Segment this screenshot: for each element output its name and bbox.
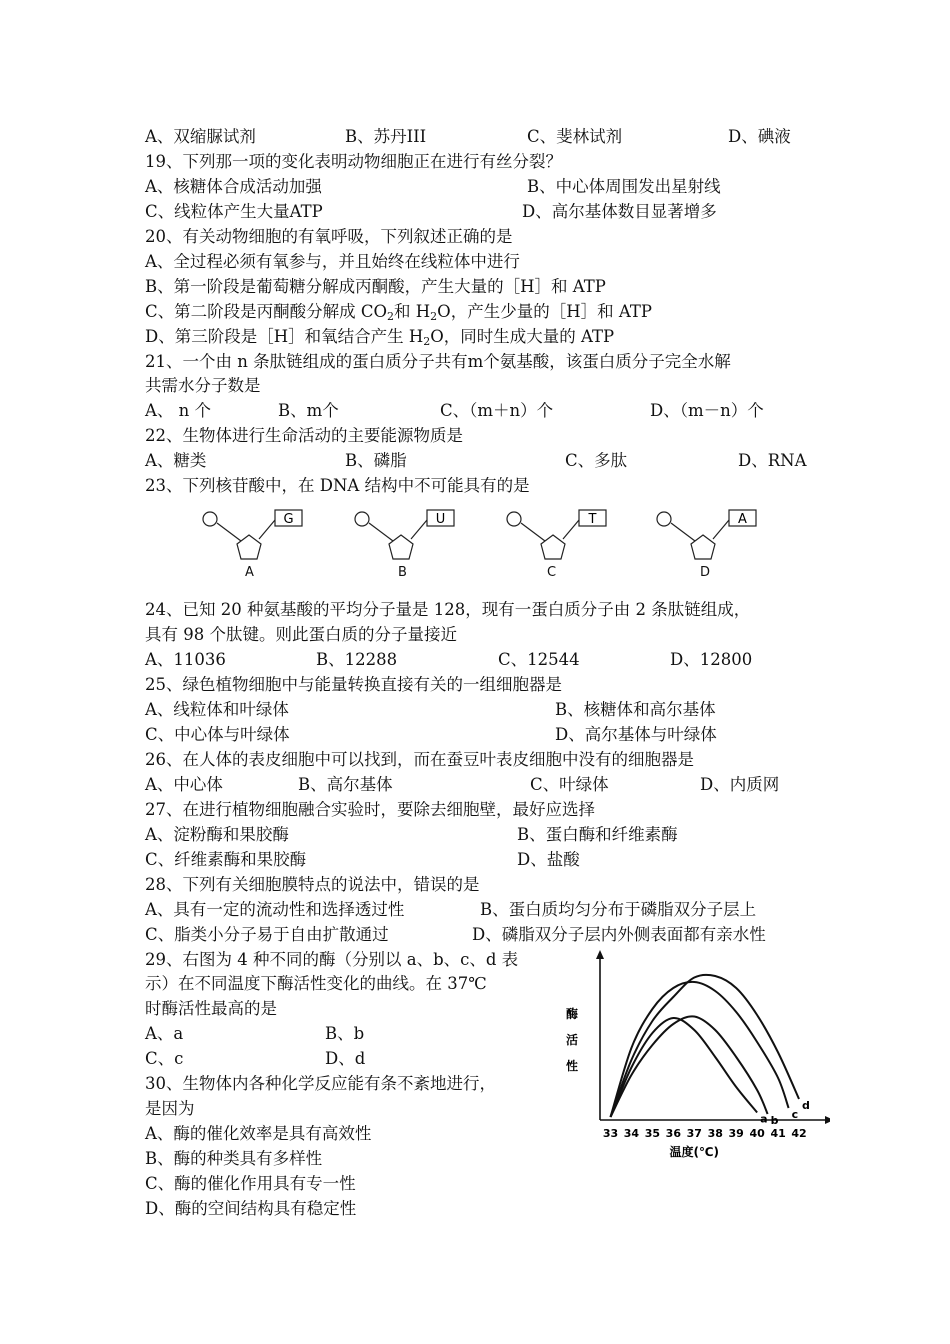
x-tick-label: 36	[665, 1127, 681, 1140]
y-axis-label-char: 性	[565, 1059, 579, 1073]
q29-stem-line1: 29、右图为 4 种不同的酶（分别以 a、b、c、d 表	[145, 950, 519, 969]
q26-option-b: B、高尔基体	[298, 775, 393, 794]
x-tick-label: 37	[686, 1127, 702, 1140]
q27-option-b: B、蛋白酶和纤维素酶	[517, 825, 678, 844]
y-axis-label-char: 酶	[565, 1007, 579, 1021]
nucleotide-label-c: C	[547, 565, 557, 580]
q24-option-d: D、12800	[670, 650, 753, 669]
curve-label-c: c	[791, 1108, 799, 1121]
q19-option-d: D、高尔基体数目显著增多	[522, 202, 717, 221]
q23-stem: 23、下列核苷酸中，在 DNA 结构中不可能具有的是	[145, 476, 530, 495]
nucleotide-label-a: A	[245, 565, 254, 580]
x-tick-label: 39	[728, 1127, 744, 1140]
q27-option-c: C、纤维素酶和果胶酶	[145, 850, 307, 869]
q26-stem: 26、在人体的表皮细胞中可以找到，而在蚕豆叶表皮细胞中没有的细胞器是	[145, 750, 694, 769]
q24-option-a: A、11036	[145, 650, 226, 669]
q30-option-d: D、酶的空间结构具有稳定性	[145, 1199, 357, 1218]
q24-option-c: C、12544	[498, 650, 580, 669]
q29-stem-line3: 时酶活性最高的是	[145, 999, 277, 1018]
q28-option-b: B、蛋白质均匀分布于磷脂双分子层上	[480, 900, 757, 919]
x-tick-label: 41	[770, 1127, 786, 1140]
q21-stem-line1: 21、一个由 n 条肽链组成的蛋白质分子共有m个氨基酸，该蛋白质分子完全水解	[145, 352, 731, 371]
q21-option-a: A、 n 个	[145, 401, 212, 420]
q30-option-c: C、酶的催化作用具有专一性	[145, 1174, 356, 1193]
q20-stem: 20、有关动物细胞的有氧呼吸，下列叙述正确的是	[145, 227, 513, 246]
q21-option-c: C、（m＋n）个	[440, 401, 554, 420]
q27-option-d: D、盐酸	[517, 850, 580, 869]
q25-option-b: B、核糖体和高尔基体	[555, 700, 716, 719]
x-axis-label: 温度(℃)	[669, 1145, 720, 1159]
q30-stem-line1: 30、生物体内各种化学反应能有条不紊地进行，	[145, 1074, 496, 1093]
q24-option-b: B、12288	[316, 650, 398, 669]
q20-option-a: A、全过程必须有氧参与，并且始终在线粒体中进行	[145, 252, 520, 271]
curve-a	[611, 1018, 758, 1117]
q21-option-b: B、m个	[278, 401, 339, 420]
q22-option-b: B、磷脂	[345, 451, 407, 470]
x-axis-arrow	[825, 1116, 830, 1124]
q22-option-c: C、多肽	[565, 451, 628, 470]
q26-option-d: D、内质网	[700, 775, 780, 794]
nucleotide-label-b: B	[398, 565, 407, 580]
q20-option-d: D、第三阶段是［H］和氧结合产生 $H_2O$，同时生成大量的 ATP	[145, 327, 615, 348]
nucleotide-base-c: T	[588, 512, 597, 527]
nucleotide-base-a: G	[283, 512, 294, 527]
q19-stem: 19、下列那一项的变化表明动物细胞正在进行有丝分裂？	[145, 152, 562, 171]
q24-stem-line2: 具有 98 个肽键。则此蛋白质的分子量接近	[145, 625, 457, 644]
q30-stem-line2: 是因为	[145, 1099, 195, 1118]
q18-option-c: C、斐林试剂	[527, 127, 623, 146]
x-tick-label: 35	[644, 1127, 661, 1140]
q20-option-b: B、第一阶段是葡萄糖分解成丙酮酸，产生大量的［H］和 ATP	[145, 277, 606, 296]
q29-option-a: A、a	[145, 1024, 184, 1043]
q26-option-a: A、中心体	[145, 775, 223, 794]
curve-b	[611, 1016, 768, 1117]
q29-stem-line2: 示）在不同温度下酶活性变化的曲线。在 37℃	[145, 974, 487, 993]
y-axis-arrow	[596, 950, 604, 959]
q18-option-b: B、苏丹III	[345, 127, 427, 146]
q28-option-a: A、具有一定的流动性和选择透过性	[145, 900, 405, 919]
q26-option-c: C、叶绿体	[530, 775, 609, 794]
q22-option-a: A、糖类	[145, 451, 207, 470]
curve-label-a: a	[760, 1112, 768, 1126]
q27-option-a: A、淀粉酶和果胶酶	[145, 825, 289, 844]
q27-stem: 27、在进行植物细胞融合实验时，要除去细胞壁，最好应选择	[145, 800, 595, 819]
nucleotide-base-d: A	[738, 512, 747, 527]
q29-option-b: B、b	[325, 1024, 365, 1043]
q25-option-c: C、中心体与叶绿体	[145, 725, 290, 744]
x-tick-label: 42	[791, 1127, 807, 1140]
q19-option-c: C、线粒体产生大量ATP	[145, 202, 323, 221]
q19-option-a: A、核糖体合成活动加强	[145, 177, 322, 196]
q21-option-d: D、（m－n）个	[650, 401, 764, 420]
x-tick-label: 33	[602, 1127, 619, 1140]
q28-option-c: C、脂类小分子易于自由扩散通过	[145, 925, 389, 944]
q22-stem: 22、生物体进行生命活动的主要能源物质是	[145, 426, 463, 445]
q25-option-d: D、高尔基体与叶绿体	[555, 725, 717, 744]
x-tick-label: 40	[749, 1127, 765, 1140]
curve-label-d: d	[802, 1099, 810, 1112]
curve-d	[611, 975, 800, 1117]
q20-option-c: C、第二阶段是丙酮酸分解成 $CO_2$和 $H_2O$，产生少量的［H］和 ATP	[145, 302, 652, 323]
q29-option-c: C、c	[145, 1049, 184, 1068]
x-tick-label: 38	[707, 1127, 723, 1140]
q22-option-d: D、RNA	[738, 451, 807, 470]
q25-stem: 25、绿色植物细胞中与能量转换直接有关的一组细胞器是	[145, 675, 562, 694]
q18-option-a: A、双缩脲试剂	[145, 127, 256, 146]
x-tick-label: 34	[623, 1127, 640, 1140]
q30-option-b: B、酶的种类具有多样性	[145, 1149, 323, 1168]
q28-stem: 28、下列有关细胞膜特点的说法中，错误的是	[145, 875, 480, 894]
q29-option-d: D、d	[325, 1049, 366, 1068]
y-axis-label-char: 活	[565, 1033, 579, 1047]
q28-option-d: D、磷脂双分子层内外侧表面都有亲水性	[472, 925, 766, 944]
curve-label-b: b	[770, 1114, 779, 1127]
q24-stem-line1: 24、已知 20 种氨基酸的平均分子量是 128，现有一蛋白质分子由 2 条肽链组成，	[145, 600, 751, 619]
q30-option-a: A、酶的催化效率是具有高效性	[145, 1124, 372, 1143]
q18-option-d: D、碘液	[728, 127, 791, 146]
q21-stem-line2: 共需水分子数是	[145, 376, 261, 395]
q25-option-a: A、线粒体和叶绿体	[145, 700, 289, 719]
nucleotide-base-b: U	[435, 512, 446, 527]
nucleotide-diagram-c	[502, 505, 612, 580]
nucleotide-label-d: D	[700, 565, 711, 580]
q19-option-b: B、中心体周围发出星射线	[527, 177, 721, 196]
enzyme-activity-chart	[560, 950, 830, 1170]
